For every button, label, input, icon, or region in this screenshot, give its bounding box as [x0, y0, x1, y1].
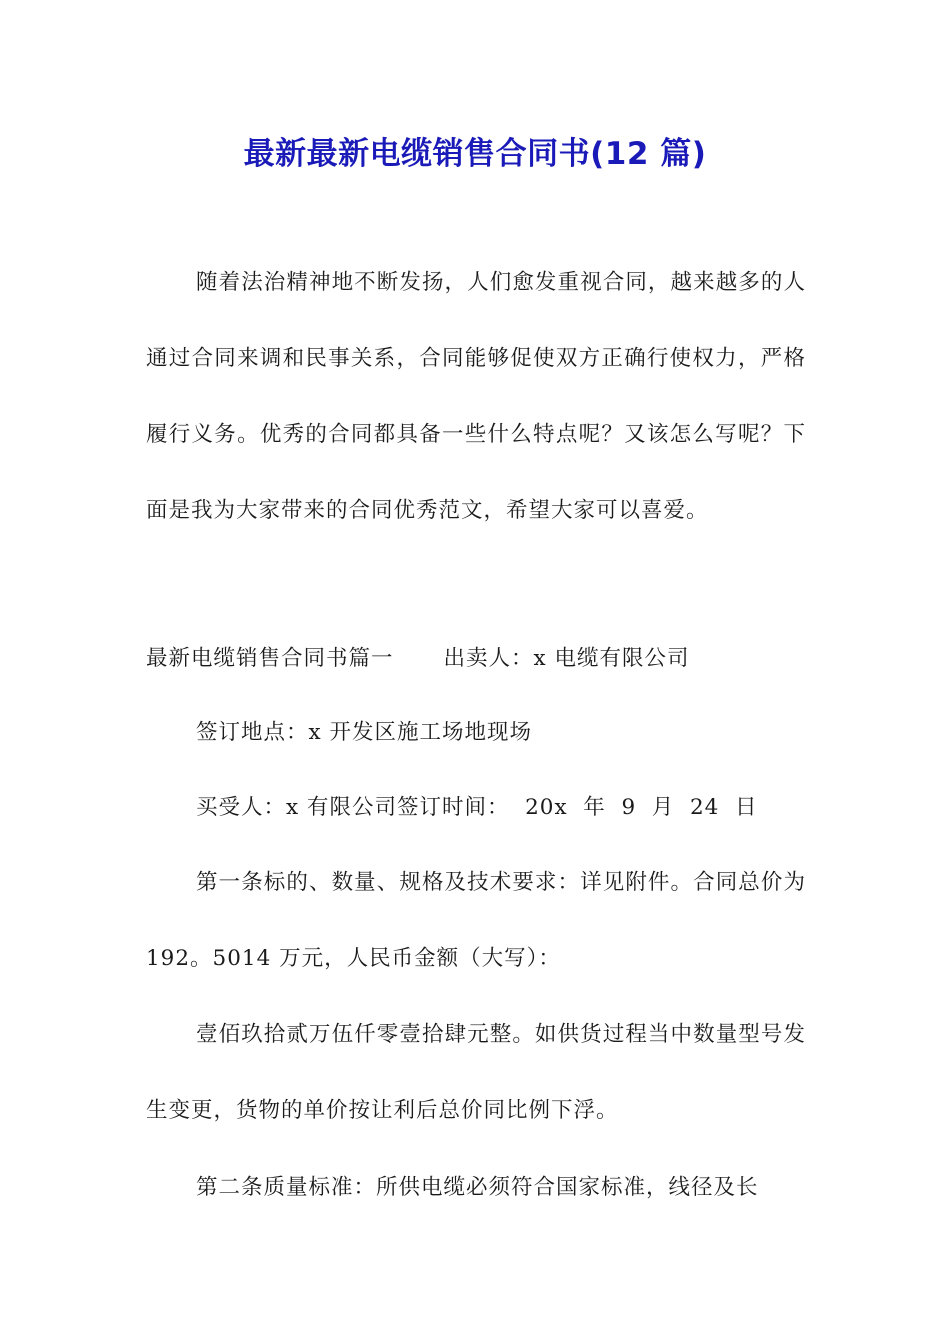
buyer-time-paragraph: 买受人：x 有限公司签订时间： 20x 年 9 月 24 日	[196, 795, 758, 820]
sign-place-paragraph: 签订地点：x 开发区施工场地现场	[196, 720, 532, 745]
section-heading-line	[146, 621, 806, 697]
article1-paragraph: 第一条标的、数量、规格及技术要求：详见附件。合同总价为 192。5014 万元，人民币金额（大写）：	[146, 870, 806, 971]
document-title: 最新最新电缆销售合同书(12 篇)	[243, 136, 707, 172]
intro-paragraph: 随着法治精神地不断发扬，人们愈发重视合同，越来越多的人通过合同来调和民事关系，合同能够促使双方正确行使权力，严格履行义务。优秀的合同都具备一些什么特点呢？又该怎么写呢？下面是我为大家带来的合同优秀范文，希望大家可以喜爱。	[146, 270, 806, 523]
seller-line: 出卖人：x 电缆有限公司	[443, 646, 690, 671]
section-heading: 最新电缆销售合同书篇一	[146, 646, 394, 671]
article2-paragraph: 第二条质量标准：所供电缆必须符合国家标准，线径及长	[196, 1175, 759, 1200]
article1-continued-paragraph: 壹佰玖拾贰万伍仟零壹拾肆元整。如供货过程当中数量型号发生变更，货物的单价按让利后总价同比例下浮。	[146, 1022, 806, 1123]
